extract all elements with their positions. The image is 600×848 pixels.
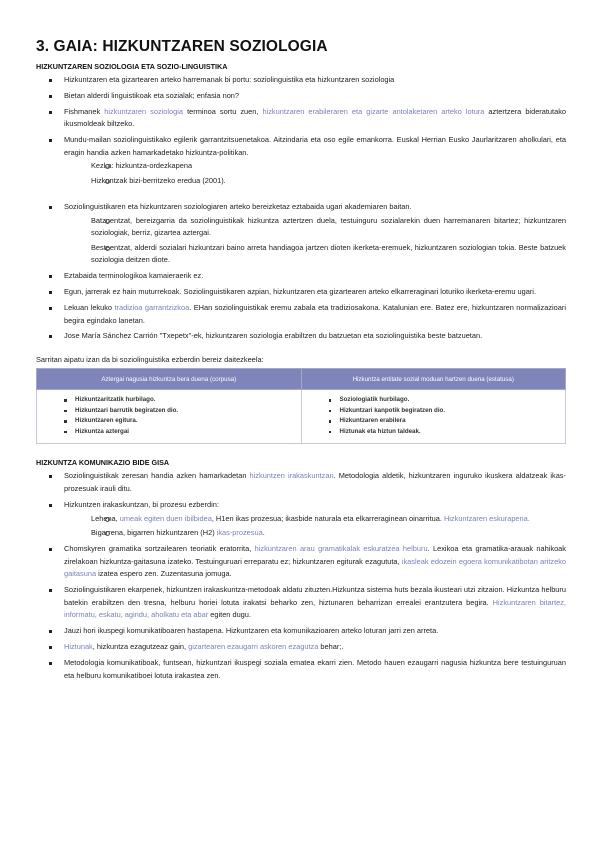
text: . xyxy=(262,528,265,538)
table-list-item: Hizkuntzaren egitura. xyxy=(37,416,301,427)
highlight-text: ikas-prozesua xyxy=(216,528,263,538)
document-page xyxy=(36,38,566,685)
text: Fishmanek xyxy=(64,106,105,116)
sub-list-item: Kezka: hizkuntza-ordezkapena xyxy=(64,160,566,173)
sub-list xyxy=(64,160,566,187)
highlight-text: Hizkuntzaren bitartez, informatu, eskatu, agindu, aholkatu eta abar xyxy=(64,597,566,620)
text: Lekuan lekuko xyxy=(64,302,115,312)
text: egiten dugu. xyxy=(208,610,251,620)
text: Soziolinguistikaren ekarpenek, hizkuntzen irakaskuntza-metodoak aldatu zituzten.Hizkuntza sistema huts bezala ikusteari utzi zitzaion. Hizkuntza helburu batekin erabiltzen den tresna, helburu horiei lotuta irakatsi beharko zen, hiztunaren beharrizan errealei erantzutera begira. xyxy=(64,585,566,607)
section-heading-sociology: HIZKUNTZAREN SOZIOLOGIA ETA SOZIO-LINGUISTIKA xyxy=(36,62,228,71)
table-cell-corpus xyxy=(37,390,302,444)
highlight-text: ikasleak edozein egoera komunikatibotan aritzeko gaitasuna xyxy=(64,556,567,579)
table-list-item: Hizkuntzari kanpotik begiratzen dio. xyxy=(302,406,566,417)
highlight-text: hizkuntzaren arau gramatikalak eskuratzea helburu xyxy=(254,544,428,553)
section-communication xyxy=(36,458,566,682)
list-item xyxy=(36,302,566,327)
text: Mundu-mailan soziolinguistikako egilerik garrantzitsuenetakoa. Aitzindaria eta oso egile emankorra. Euskal Herrian Eusko Jaurlaritzaren aholkulari, eta eragin handia azken hamarkadetako hizkuntza-politikan. xyxy=(64,135,566,157)
sub-list-item: Hizkuntzak bizi-berritzeko eredua (2001). xyxy=(64,175,566,188)
text: Hizkuntzen irakaskuntzan, bi prozesu ezberdin: xyxy=(64,499,219,509)
table-list-item: Hizkuntza aztergai xyxy=(37,427,301,438)
highlight-text: hizkuntzaren soziologia xyxy=(104,106,184,116)
document-title: 3. GAIA: HIZKUNTZAREN SOZIOLOGIA xyxy=(36,38,328,55)
section1-list xyxy=(36,74,566,188)
spacer xyxy=(36,191,566,201)
highlight-text: gizartearen ezaugarri askoren ezagutza xyxy=(188,642,319,652)
text: . Lexikoa eta gramatika-arauak nahikoak zirelakoan hizkuntza-gaitasuna izateko. Testuinguruari erreparatu ez; hizkuntzaren egiturak ezagututa, xyxy=(64,544,566,566)
table-header-corpus: Aztergai nagusia hizkuntza bera duena (corpusa) xyxy=(37,369,302,390)
text: aztertzera bideratutako ikusmoldeak biltzeko. xyxy=(64,106,567,129)
list-item xyxy=(36,499,566,540)
sub-list xyxy=(64,215,566,267)
text: Bigarrena, bigarren hizkuntzaren (H2) xyxy=(91,528,217,538)
sub-list-item xyxy=(64,513,566,526)
list-item xyxy=(36,201,566,267)
text: behar;. xyxy=(318,642,344,652)
table-header-status: Hizkuntza entitate sozial moduan hartzen duena (estatusa) xyxy=(301,369,566,390)
list-item xyxy=(36,543,566,581)
table-intro: Sarritan aipatu izan da bi soziolinguistika ezberdin bereiz daitezkeela: xyxy=(36,355,264,365)
comparison-table xyxy=(36,368,566,444)
list-item xyxy=(36,106,566,131)
text: Soziolinguistikak zeresan handia azken hamarkadetan xyxy=(64,471,250,481)
table-list-item: Hiztunak eta hiztun taldeak. xyxy=(302,427,566,438)
table-list-item: Hizkuntzari barrutik begiratzen dio. xyxy=(37,406,301,417)
list-item xyxy=(36,584,566,622)
table-list-item: Hizkuntzaritzatik hurbilago. xyxy=(37,395,301,406)
list-item: Metodologia komunikatiboak, funtsean, hizkuntzari ikuspegi soziala ematea ekarri zien. Metodo hauen ezaugarri nagusia hizkuntza bere testuinguruan eta helburu komunikatiboei lotuta irakastea zen. xyxy=(36,657,566,682)
sub-list-item xyxy=(64,527,566,540)
text: Soziolinguistikaren eta hizkuntzaren soziologiaren arteko bereizketaz eztabaida ugari akademiaren baitan. xyxy=(64,201,412,211)
text: . Metodologia aldetik, hizkuntzaren inguruko ikuskera aldatzeak ikas-prozesuak irauli ditu. xyxy=(64,471,566,494)
sub-list-item: Besteentzat, alderdi sozialari hizkuntzari baino arreta handiagoa jartzen dioten ikerketa-eremuek, hizkuntzaren soziologian tokia. Beste batzuek soziologia deitzen diote. xyxy=(64,242,566,267)
section2-list xyxy=(36,470,566,682)
highlight-text: hizkuntzen irakaskuntzan xyxy=(249,471,334,481)
text: Chomskyren gramatika sortzailearen teoriatik eratorrita, xyxy=(64,544,255,553)
text: Lehena, xyxy=(91,513,120,523)
sub-list-item: Batzuentzat, bereizgarria da soziolinguistikak hizkuntza aztertzen duela, testuinguru sozialarekin duen harremanaren bitartez; hizkuntzaren soziologiak, berriz, gizartea aztergai. xyxy=(64,215,566,240)
table-cell-status xyxy=(301,390,566,444)
list-item: Egun, jarrerak ez hain muturrekoak. Soziolinguistikaren azpian, hizkuntzaren eta gizartearen arteko elkarreraginari loturiko ikerketa-eremu ugari. xyxy=(36,286,566,299)
highlight-text: hizkuntzaren erabileraren eta gizarte antolaketaren arteko lotura xyxy=(262,106,485,116)
list-item: Eztabaida terminologikoa kamaieraerik ez. xyxy=(36,270,566,283)
list-item: Hizkuntzaren eta gizartearen arteko harremanak bi portu: soziolinguistika eta hizkuntzaren soziologia xyxy=(36,74,566,87)
section-heading-communication: HIZKUNTZA KOMUNIKAZIO BIDE GISA xyxy=(36,458,170,468)
list-item xyxy=(36,470,566,495)
highlight-text: tradizioa garrantzizkoa xyxy=(114,302,190,312)
sub-list xyxy=(64,513,566,540)
table-list-item: Soziologiatik hurbilago. xyxy=(302,395,566,406)
list-item: Jauzi hori ikuspegi komunikatiboaren hastapena. Hizkuntzaren eta komunikazioaren arteko loturan jarri zen arreta. xyxy=(36,625,566,638)
text: . EHan soziolinguistikak eremu zabala eta tradiziosakona. Katalunian ere. Batez ere, hizkuntzaren normalizazioari begira egindako lanetan. xyxy=(64,302,567,325)
text: , hizkuntza ezagutzeaz gain, xyxy=(92,642,189,652)
text: terminoa sortu zuen, xyxy=(183,106,263,116)
list-item xyxy=(36,134,566,187)
list-item: Bietan alderdi linguistikoak eta sozialak; enfasia non? xyxy=(36,90,566,103)
list-item xyxy=(36,641,566,654)
table-list-item: Hizkuntzaren erabilera xyxy=(302,416,566,427)
text: izatea espero zen. Zuzentasuna jomuga. xyxy=(96,569,232,579)
highlight-text: Hiztunak xyxy=(64,642,93,652)
text: , H1en ikas prozesua; ikasbide naturala eta elkarreraginean oinarritua. xyxy=(211,513,444,523)
highlight-text: umeak egiten duen ibilbidea xyxy=(119,513,212,523)
highlight-text: Hizkuntzaren eskurapena. xyxy=(443,513,530,523)
section1-list-2 xyxy=(36,201,566,343)
list-item: Jose María Sánchez Carrión "Txepetx"-ek, hizkuntzaren soziologia erabiltzen du batzuetan eta soziolinguistika beste batzuetan. xyxy=(36,330,566,343)
